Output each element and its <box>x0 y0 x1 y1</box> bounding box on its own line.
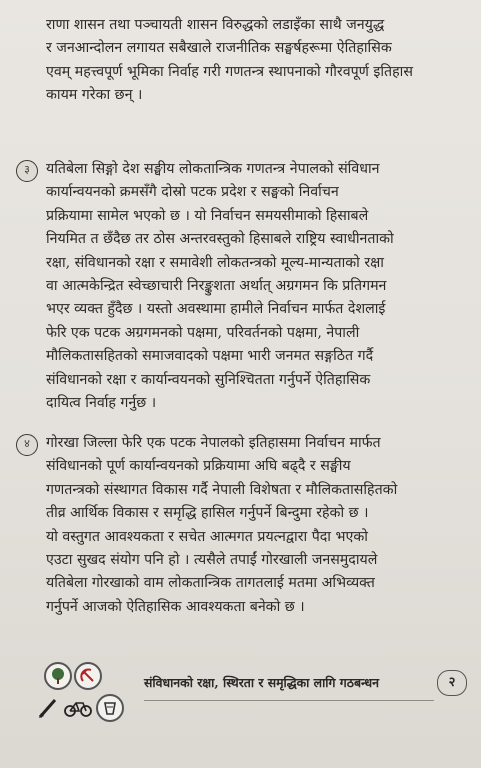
paragraph-line: संविधानको रक्षा र कार्यान्वयनको सुनिश्चितता गर्नुपर्ने ऐतिहासिक <box>46 371 371 388</box>
pen-icon <box>34 694 62 722</box>
paragraph-line: भएर व्यक्त हुँदैछ । यस्तो अवस्थामा हामीले निर्वाचन मार्फत देशलाई <box>46 301 386 318</box>
page-number: २ <box>437 670 467 696</box>
paragraph-line: एवम् महत्त्वपूर्ण भूमिका निर्वाह गरी गणतन्त्र स्थापनाको गौरवपूर्ण इतिहास <box>46 63 413 80</box>
party-logos <box>34 660 134 728</box>
slogan-underline <box>144 700 434 701</box>
paragraph-2 <box>46 158 466 415</box>
paragraph-line: मौलिकतासहितको समाजवादको पक्षमा भारी जनमत सङ्गठित गर्दै <box>46 348 374 365</box>
paragraph-line: गणतन्त्रको संस्थागत विकास गर्दै नेपाली विशेषता र मौलिकतासहितको <box>46 481 398 498</box>
paragraph-line: यतिबेला गोरखाको वाम लोकतान्त्रिक तागतलाई मतमा अभिव्यक्त <box>46 575 375 592</box>
hammer-sickle-icon <box>74 662 102 690</box>
paragraph-line: गर्नुपर्ने आजको ऐतिहासिक आवश्यकता बनेको छ । <box>46 598 305 615</box>
paragraph-line: गोरखा जिल्ला फेरि एक पटक नेपालको इतिहासमा निर्वाचन मार्फत <box>46 435 381 451</box>
cup-icon <box>96 694 124 722</box>
paragraph-line: संविधानको पूर्ण कार्यान्वयनको प्रक्रियामा अघि बढ्दै र सङ्घीय <box>46 458 351 475</box>
paragraph-line: वा आत्मकेन्द्रित स्वेच्छाचारी निरङ्कुशता अर्थात् अग्रगमन कि प्रतिगमन <box>46 278 387 295</box>
coalition-slogan: संविधानको रक्षा, स्थिरता र समृद्धिका लागि गठबन्धन <box>144 675 379 690</box>
paragraph-line: प्रक्रियामा सामेल भएको छ । यो निर्वाचन समयसीमाको हिसाबले <box>46 207 369 224</box>
paragraph-line: नियमित त छँदैछ तर ठोस अन्तरवस्तुको हिसाबले राष्ट्रिय स्वाधीनताको <box>46 231 394 248</box>
paragraph-1 <box>46 14 466 108</box>
tree-icon <box>44 662 72 690</box>
paragraph-line: र जनआन्दोलन लगायत सबैखाले राजनीतिक सङ्घर्षहरूमा ऐतिहासिक <box>46 40 392 57</box>
paragraph-3 <box>46 432 466 619</box>
paragraph-line: दायित्व निर्वाह गर्नुछ । <box>46 395 157 412</box>
paragraph-line: फेरि एक पटक अग्रगमनको पक्षमा, परिवर्तनको पक्षमा, नेपाली <box>46 324 360 341</box>
paragraph-number-marker: ३ <box>16 160 38 182</box>
paragraph-number-marker: ४ <box>16 434 38 456</box>
footer <box>34 660 466 730</box>
paragraph-line: कार्यान्वयनको क्रमसँगै दोस्रो पटक प्रदेश र सङ्घको निर्वाचन <box>46 184 339 201</box>
paragraph-line: यतिबेला सिङ्गो देश सङ्घीय लोकतान्त्रिक गणतन्त्र नेपालको संविधान <box>46 161 380 177</box>
paragraph-line: तीव्र आर्थिक विकास र समृद्धि हासिल गर्नुपर्ने बिन्दुमा रहेको छ । <box>46 505 369 522</box>
paragraph-line: एउटा सुखद संयोग पनि हो । त्यसैले तपाईं गोरखाली जनसमुदायले <box>46 552 378 569</box>
paragraph-line: कायम गरेका छन् । <box>46 87 143 104</box>
paragraph-line: रक्षा, संविधानको रक्षा र समावेशी लोकतन्त्रको मूल्य-मान्यताको रक्षा <box>46 254 384 271</box>
paragraph-line: यो वस्तुगत आवश्यकता र सचेत आत्मगत प्रयत्नद्वारा पैदा भएको <box>46 528 368 545</box>
paragraph-line: राणा शासन तथा पञ्चायती शासन विरुद्धको लडाइँका साथै जनयुद्ध <box>46 17 385 33</box>
bicycle-icon <box>64 694 92 722</box>
